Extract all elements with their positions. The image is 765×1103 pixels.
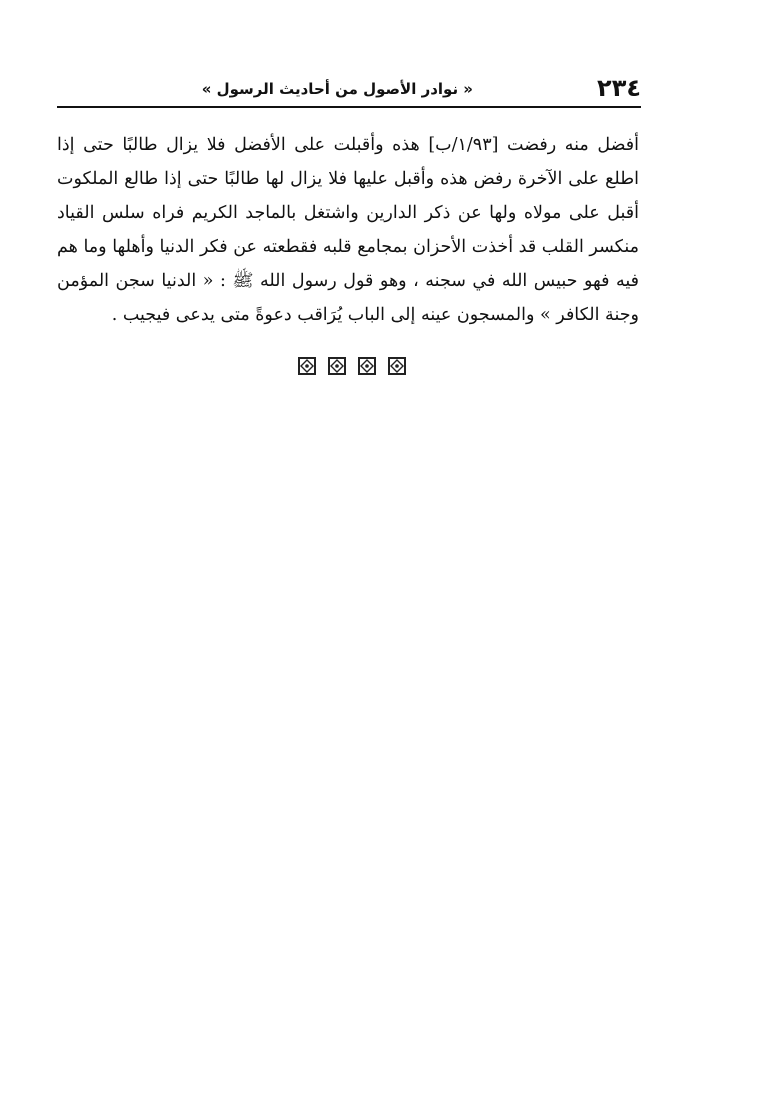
text-line: منكسر القلب قد أخذت الأحزان بمجامع قلبه فقطعته عن فكر الدنيا وأهلها وما هم xyxy=(57,237,639,257)
page-header xyxy=(57,76,641,104)
ornament-square-icon xyxy=(328,357,346,375)
section-end-ornaments xyxy=(298,357,416,377)
page-number: ٢٣٤ xyxy=(597,74,641,102)
text-line: أفضل منه رفضت [١/٩٣/ب] هذه وأقبلت على الأفضل فلا يزال طالبًا حتى إذا xyxy=(57,135,639,155)
text-line: اطلع على الآخرة رفض هذه وأقبل عليها فلا يزال لها طالبًا حتى إذا طالع الملكوت xyxy=(57,169,639,189)
text-line: أقبل على مولاه ولها عن ذكر الدارين واشتغل بالماجد الكريم فراه سلس القياد xyxy=(57,203,639,223)
text-line: فيه فهو حبيس الله في سجنه ، وهو قول رسول الله ﷺ : « الدنيا سجن المؤمن xyxy=(57,271,639,291)
body-text xyxy=(57,128,639,332)
ornament-square-icon xyxy=(298,357,316,375)
header-divider xyxy=(57,106,641,108)
ornament-square-icon xyxy=(358,357,376,375)
running-title: « نوادر الأصول من أحاديث الرسول » xyxy=(201,80,473,98)
text-line: وجنة الكافر » والمسجون عينه إلى الباب يُرَاقب دعوةً متى يدعى فيجيب . xyxy=(111,305,639,325)
ornament-square-icon xyxy=(388,357,406,375)
